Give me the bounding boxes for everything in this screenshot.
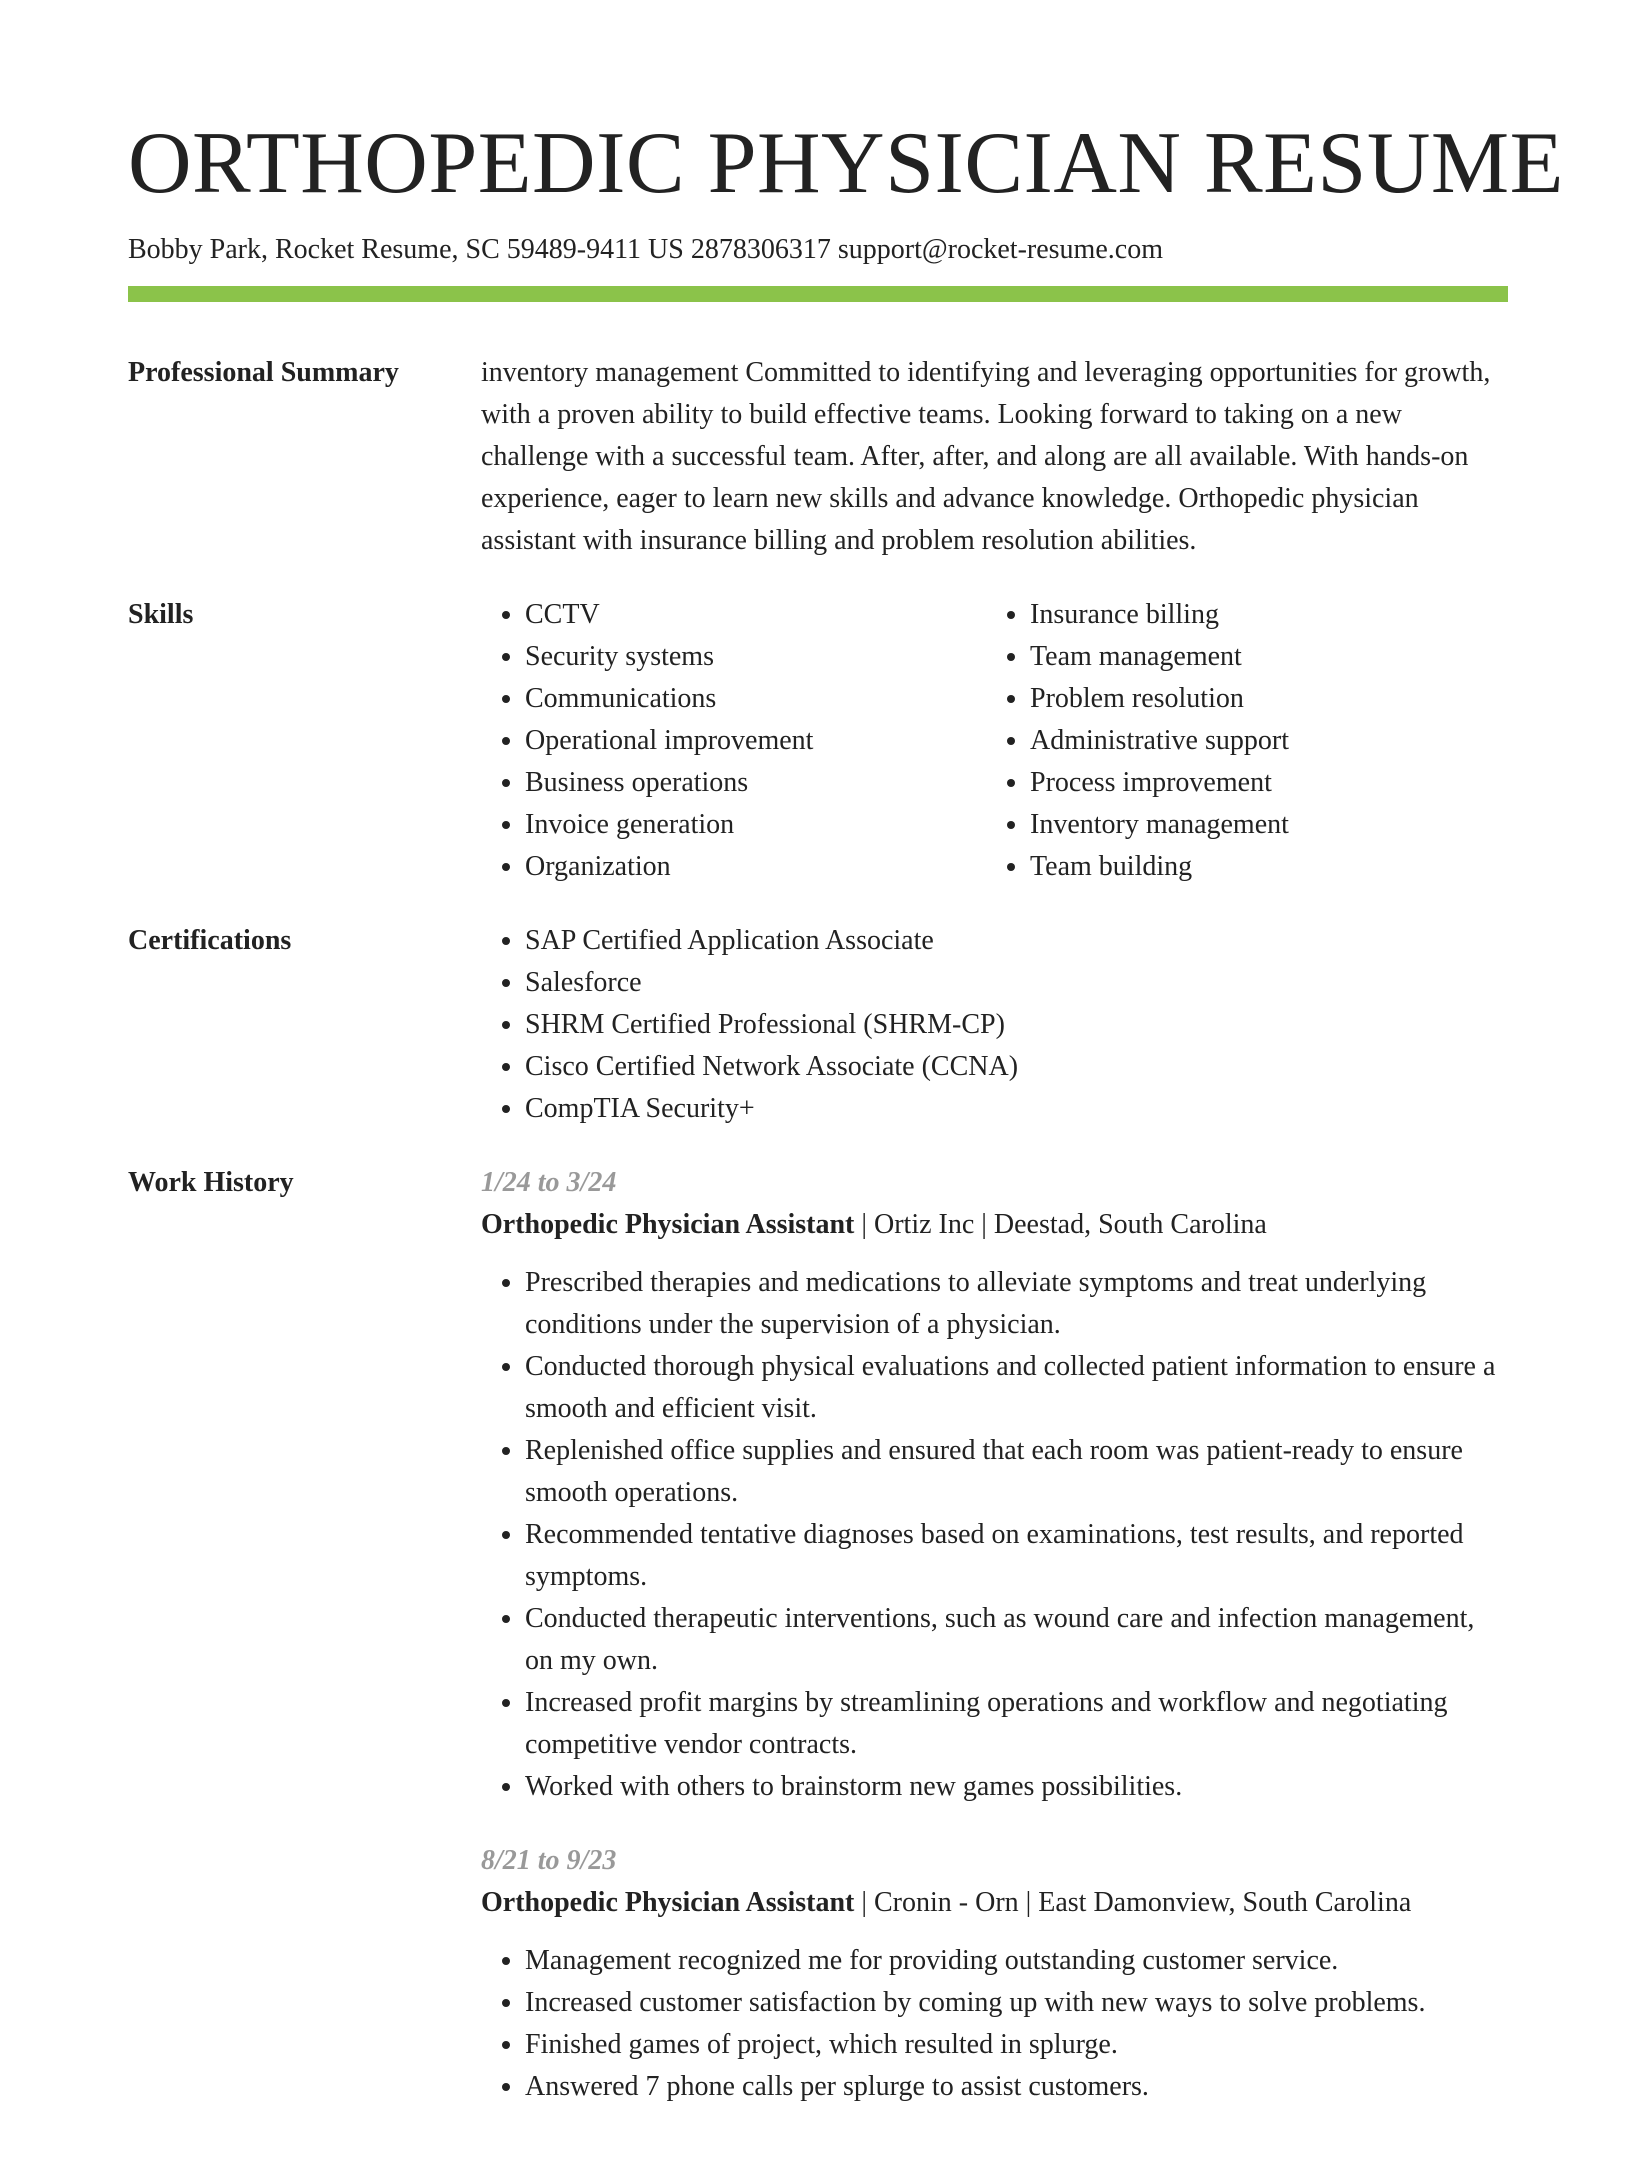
job-bullet: • Prescribed therapies and medications to alleviate symptoms and treat underlying conditions under the supervision of a physician. — [525, 1262, 1508, 1346]
certification-item: • SAP Certified Application Associate — [525, 920, 1508, 962]
skills-section — [128, 594, 1508, 888]
section-heading-certifications: Certifications — [128, 925, 292, 956]
summary-body — [481, 352, 1508, 562]
skill-item: • Insurance billing — [1030, 594, 1491, 636]
skill-item: • Team building — [1030, 846, 1491, 888]
job-title: Orthopedic Physician Assistant — [481, 1887, 855, 1918]
skills-column-2 — [986, 594, 1491, 888]
skills-column-1 — [481, 594, 986, 888]
certification-item: • Cisco Certified Network Associate (CCNA) — [525, 1046, 1508, 1088]
job-details: | Cronin - Orn | East Damonview, South Carolina — [854, 1887, 1412, 1918]
summary-text: inventory management Committed to identifying and leveraging opportunities for growth, with a proven ability to build effective teams. Looking forward to taking on a new challenge with a successful team. After, after, and along are all available. With hands-on experience, eager to learn new skills and advance knowledge. Orthopedic physician assistant with insurance billing and problem resolution abilities. — [481, 357, 1491, 556]
job-header — [481, 1882, 1508, 1924]
job-dates: 8/21 to 9/23 — [481, 1845, 617, 1876]
certifications-body — [481, 920, 1508, 1130]
job-bullet: • Increased customer satisfaction by coming up with new ways to solve problems. — [525, 1982, 1508, 2024]
job-bullet: • Recommended tentative diagnoses based on examinations, test results, and reported symptoms. — [525, 1514, 1508, 1598]
skill-item: • Process improvement — [1030, 762, 1491, 804]
skill-item: • Communications — [525, 678, 986, 720]
job-header — [481, 1204, 1508, 1246]
certification-item: • CompTIA Security+ — [525, 1088, 1508, 1130]
job-bullet: • Conducted thorough physical evaluations and collected patient information to ensure a smooth and efficient visit. — [525, 1346, 1508, 1430]
job-dates: 1/24 to 3/24 — [481, 1167, 617, 1198]
resume-content — [128, 352, 1508, 2172]
header-divider — [128, 286, 1508, 302]
certifications-section — [128, 920, 1508, 1130]
job-bullet: • Increased profit margins by streamlining operations and workflow and negotiating competitive vendor contracts. — [525, 1682, 1508, 1766]
skill-item: • CCTV — [525, 594, 986, 636]
section-heading-work-history: Work History — [128, 1167, 294, 1198]
job-bullet: • Answered 7 phone calls per splurge to assist customers. — [525, 2066, 1508, 2108]
job-bullet: • Conducted therapeutic interventions, such as wound care and infection management, on my own. — [525, 1598, 1508, 1682]
skill-item: • Organization — [525, 846, 986, 888]
certification-item: • Salesforce — [525, 962, 1508, 1004]
job-entry — [481, 1162, 1508, 1808]
skill-item: • Business operations — [525, 762, 986, 804]
summary-section — [128, 352, 1508, 562]
contact-line: Bobby Park, Rocket Resume, SC 59489-9411 US 2878306317 support@rocket-resume.com — [128, 234, 1163, 265]
work-history-section — [128, 1162, 1508, 2140]
resume-title: ORTHOPEDIC PHYSICIAN RESUME — [128, 115, 1564, 212]
job-bullet: • Replenished office supplies and ensured that each room was patient-ready to ensure smooth operations. — [525, 1430, 1508, 1514]
skill-item: • Administrative support — [1030, 720, 1491, 762]
skill-item: • Invoice generation — [525, 804, 986, 846]
certification-item: • SHRM Certified Professional (SHRM-CP) — [525, 1004, 1508, 1046]
work-history-body — [481, 1162, 1508, 2140]
job-bullet: • Worked with others to brainstorm new games possibilities. — [525, 1766, 1508, 1808]
skill-item: • Operational improvement — [525, 720, 986, 762]
job-bullet: • Finished games of project, which resulted in splurge. — [525, 2024, 1508, 2066]
job-details: | Ortiz Inc | Deestad, South Carolina — [854, 1209, 1267, 1240]
job-entry — [481, 1840, 1508, 2108]
skill-item: • Problem resolution — [1030, 678, 1491, 720]
skill-item: • Inventory management — [1030, 804, 1491, 846]
skill-item: • Security systems — [525, 636, 986, 678]
job-bullet: • Management recognized me for providing outstanding customer service. — [525, 1940, 1508, 1982]
section-heading-summary: Professional Summary — [128, 357, 399, 388]
job-title: Orthopedic Physician Assistant — [481, 1209, 855, 1240]
skills-body — [481, 594, 1508, 888]
skill-item: • Team management — [1030, 636, 1491, 678]
section-heading-skills: Skills — [128, 599, 194, 630]
